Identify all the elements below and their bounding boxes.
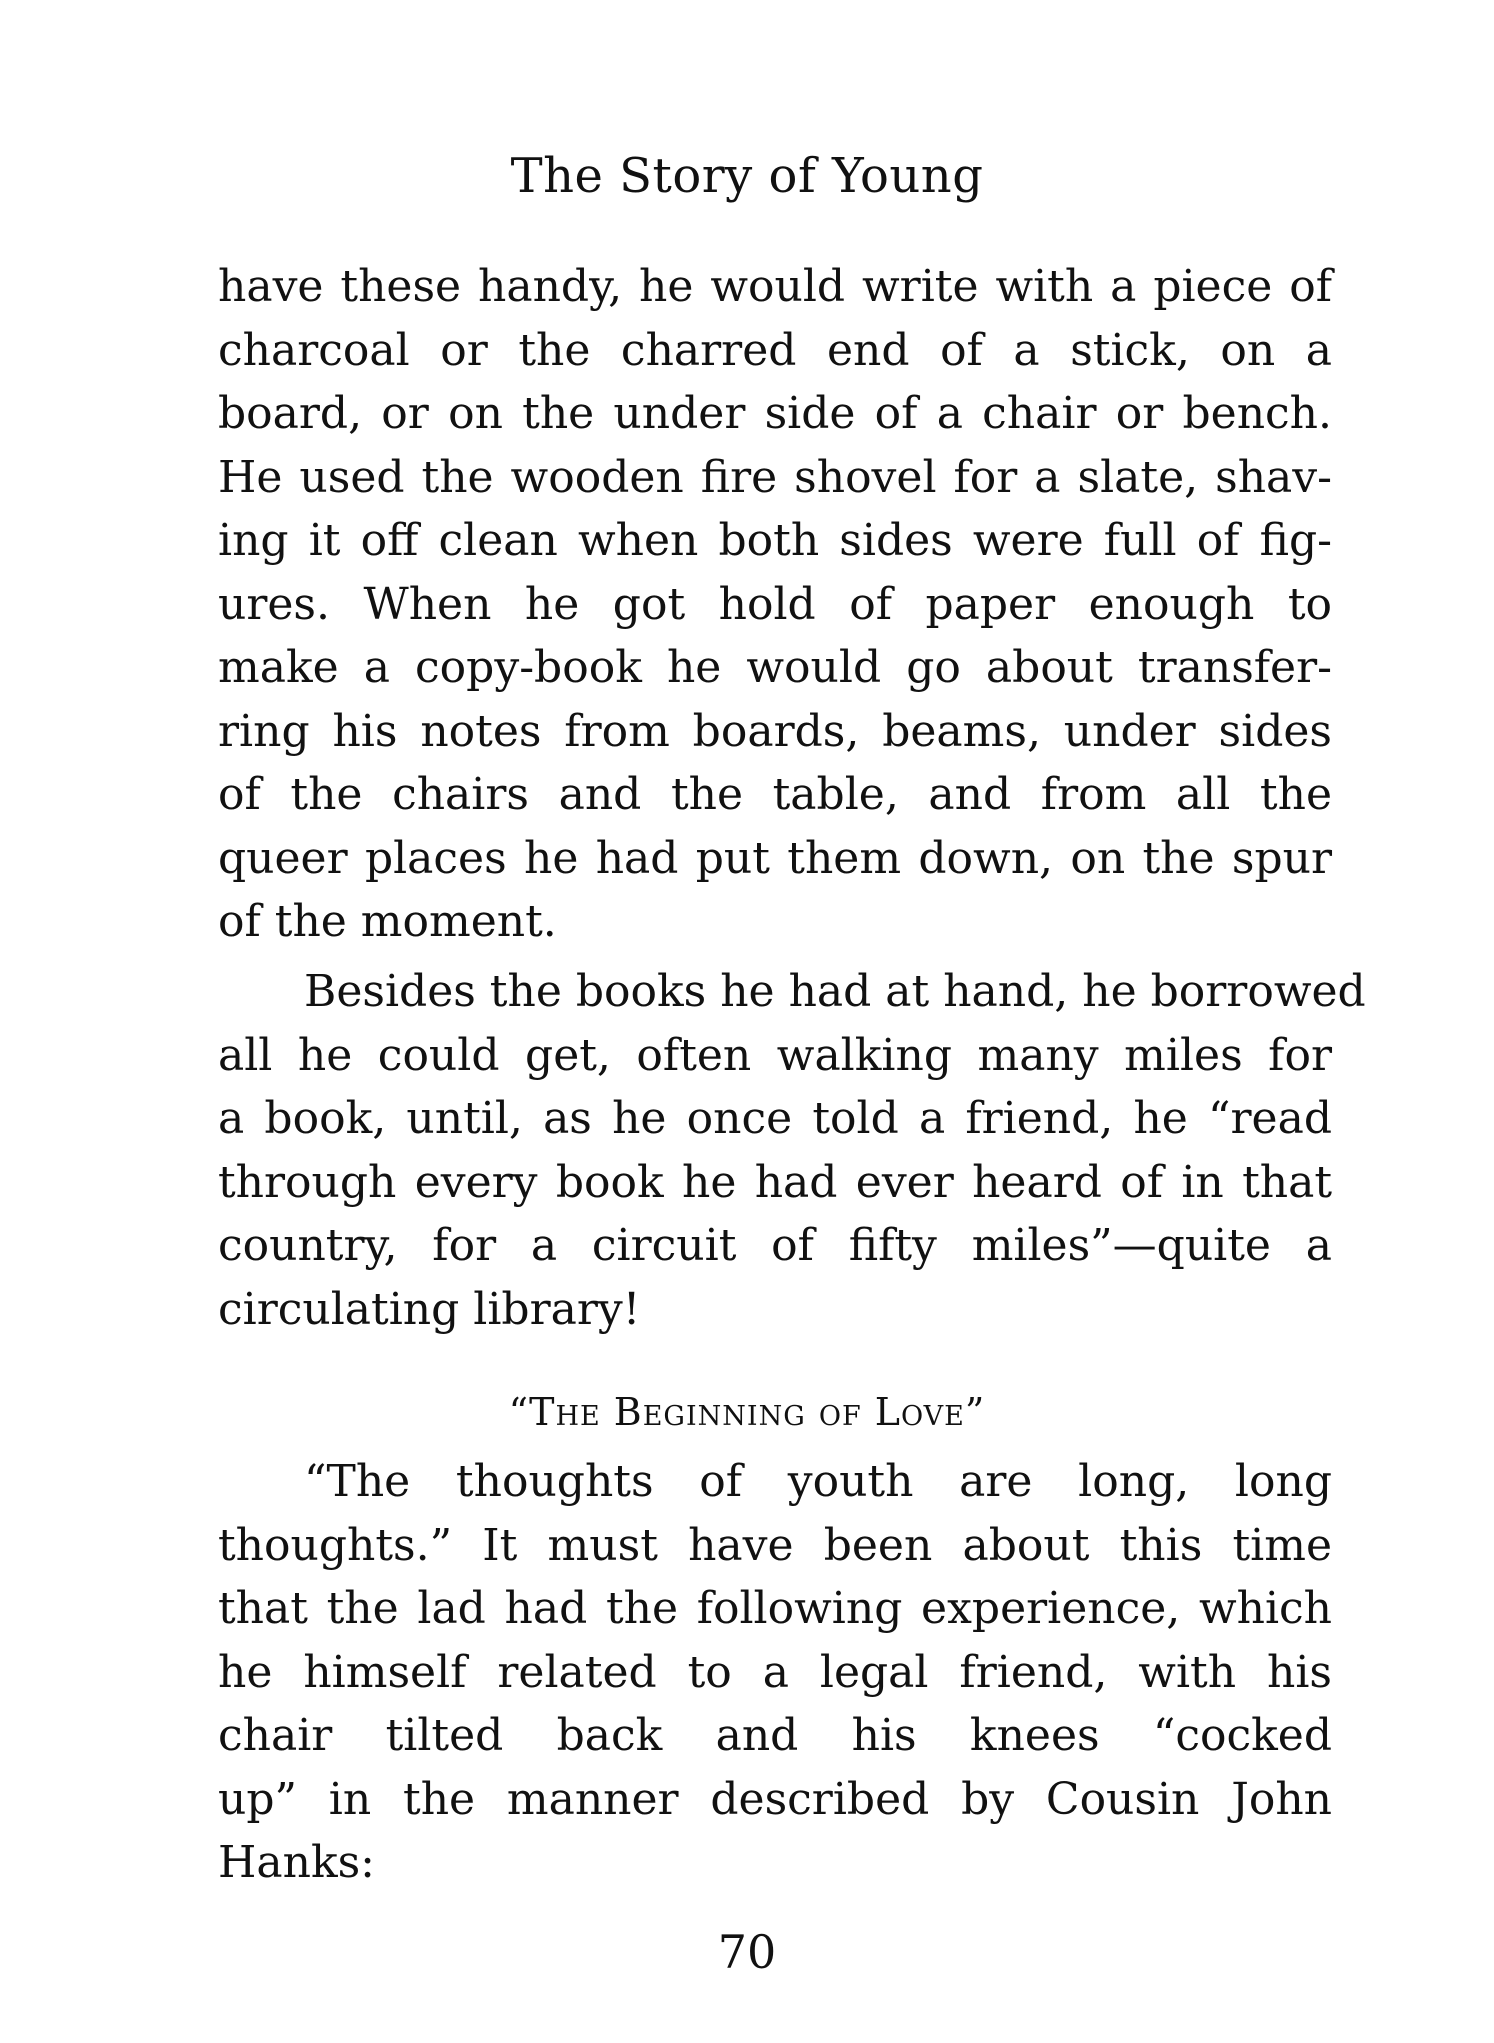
paragraph-3 [218, 1450, 1332, 1895]
text-line: charcoal or the charred end of a stick, on a [218, 324, 1332, 376]
text-line: of the chairs and the table, and from all the [218, 769, 1332, 820]
text-line: He used the wooden fire shovel for a slate, shav- [218, 451, 1332, 503]
text-line: of the moment. [218, 896, 557, 947]
text-line: ures. When he got hold of paper enough to [218, 578, 1332, 630]
text-line: make a copy-book he would go about transfer- [218, 642, 1332, 693]
text-line: board, or on the under side of a chair or bench. [218, 388, 1332, 439]
text-line: queer places he had put them down, on the spur [218, 832, 1332, 884]
text-line: through every book he had ever heard of in that [218, 1156, 1332, 1208]
text-line: all he could get, often walking many miles for [218, 1029, 1332, 1081]
text-line: up” in the manner described by Cousin John [218, 1773, 1332, 1825]
section-heading: “The Beginning of Love” [508, 1390, 986, 1434]
running-head: The Story of Young [510, 148, 984, 204]
text-line: have these handy, he would write with a piece of [218, 261, 1332, 312]
text-line: country, for a circuit of fifty miles”—quite a [218, 1220, 1332, 1271]
text-line: ing it off clean when both sides were full of fig- [218, 515, 1332, 566]
paragraph-2 [218, 960, 1366, 1341]
text-line: Hanks: [218, 1837, 376, 1888]
text-line: ring his notes from boards, beams, under sides [218, 705, 1332, 757]
paragraph-1 [218, 255, 1332, 954]
text-line: that the lad had the following experience, which [218, 1583, 1332, 1634]
page-number: 70 [717, 1925, 777, 1979]
text-line: Besides the books he had at hand, he borrowed [304, 966, 1366, 1017]
text-line: thoughts.” It must have been about this time [218, 1519, 1332, 1571]
text-line: circulating library! [218, 1283, 641, 1335]
text-line: a book, until, as he once told a friend, he “read [218, 1093, 1332, 1144]
text-line: chair tilted back and his knees “cocked [218, 1710, 1332, 1761]
text-line: he himself related to a legal friend, with his [218, 1646, 1332, 1698]
text-line: “The thoughts of youth are long, long [304, 1456, 1332, 1507]
